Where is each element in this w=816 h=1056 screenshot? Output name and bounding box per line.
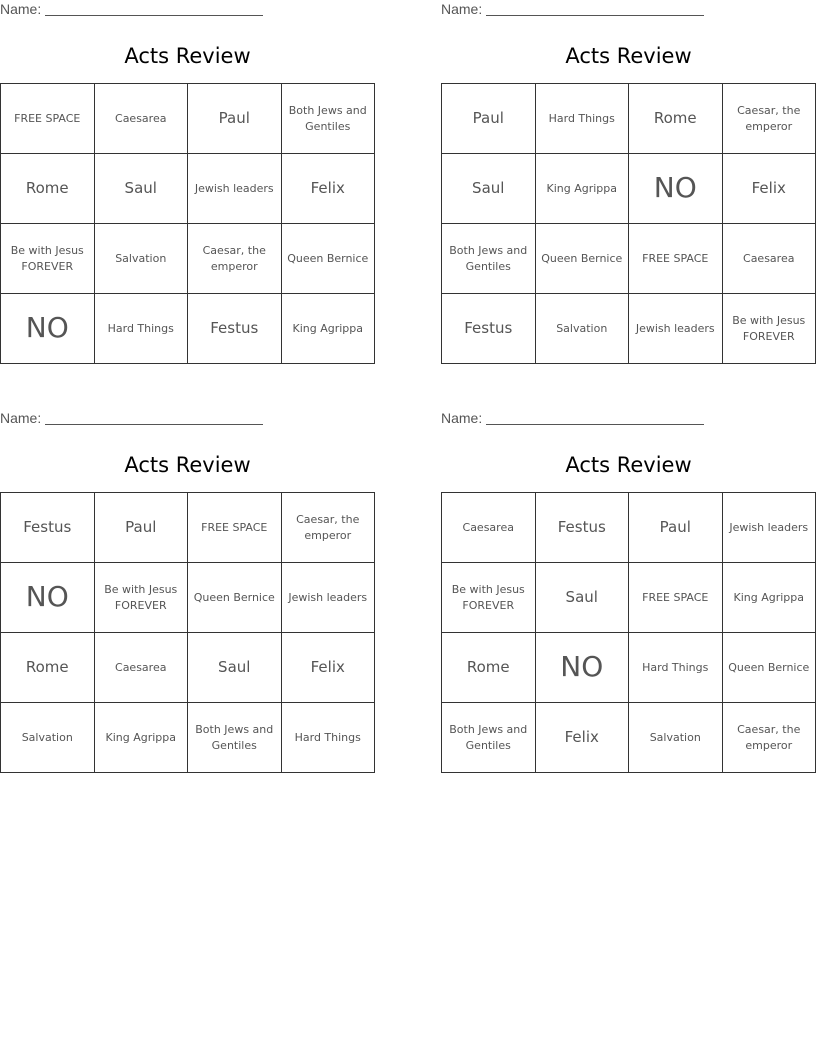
bingo-cell: Festus [536, 493, 630, 563]
card-title: Acts Review [565, 44, 692, 68]
bingo-cell: Caesarea [95, 84, 189, 154]
bingo-cell: Be with Jesus FOREVER [1, 224, 95, 294]
bingo-cell: King Agrippa [536, 154, 630, 224]
name-line [441, 1, 704, 21]
bingo-cell: Hard Things [282, 703, 376, 773]
bingo-cell: FREE SPACE [1, 84, 95, 154]
bingo-cell: Felix [282, 633, 376, 703]
name-label: Name: [0, 410, 42, 426]
bingo-grid [0, 492, 375, 773]
card-title: Acts Review [124, 453, 251, 477]
bingo-cell: FREE SPACE [629, 224, 723, 294]
bingo-grid [441, 492, 816, 773]
bingo-cell: Paul [629, 493, 723, 563]
bingo-cell: Paul [442, 84, 536, 154]
bingo-cell: Caesar, the emperor [282, 493, 376, 563]
name-label: Name: [441, 1, 483, 17]
bingo-cell: Festus [442, 294, 536, 364]
bingo-cell: Rome [1, 154, 95, 224]
bingo-cell: King Agrippa [282, 294, 376, 364]
bingo-cell: NO [1, 563, 95, 633]
bingo-cell: Rome [629, 84, 723, 154]
bingo-cell: Queen Bernice [536, 224, 630, 294]
name-blank[interactable] [45, 410, 263, 425]
bingo-cell: FREE SPACE [629, 563, 723, 633]
bingo-cell: Caesarea [723, 224, 816, 294]
bingo-cell: Saul [536, 563, 630, 633]
bingo-cell: Jewish leaders [723, 493, 816, 563]
name-blank[interactable] [45, 1, 263, 16]
bingo-cell: Rome [1, 633, 95, 703]
bingo-cell: Saul [442, 154, 536, 224]
bingo-grid [441, 83, 816, 364]
bingo-cell: Caesar, the emperor [188, 224, 282, 294]
bingo-cell: Paul [188, 84, 282, 154]
bingo-cell: Both Jews and Gentiles [188, 703, 282, 773]
bingo-cell: Both Jews and Gentiles [442, 703, 536, 773]
bingo-cell: Salvation [95, 224, 189, 294]
bingo-cell: Jewish leaders [629, 294, 723, 364]
bingo-cell: Saul [188, 633, 282, 703]
bingo-cell: Hard Things [629, 633, 723, 703]
bingo-cell: Paul [95, 493, 189, 563]
bingo-cell: Felix [282, 154, 376, 224]
bingo-cell: Both Jews and Gentiles [442, 224, 536, 294]
bingo-cell: Saul [95, 154, 189, 224]
bingo-cell: Be with Jesus FOREVER [95, 563, 189, 633]
bingo-cell: Salvation [536, 294, 630, 364]
bingo-grid [0, 83, 375, 364]
bingo-cell: Be with Jesus FOREVER [723, 294, 816, 364]
name-line [441, 410, 704, 430]
name-blank[interactable] [486, 1, 704, 16]
name-line [0, 410, 263, 430]
name-blank[interactable] [486, 410, 704, 425]
bingo-cell: Salvation [629, 703, 723, 773]
bingo-cell: Festus [1, 493, 95, 563]
bingo-cell: Caesarea [95, 633, 189, 703]
bingo-cell: Rome [442, 633, 536, 703]
bingo-cell: Hard Things [95, 294, 189, 364]
bingo-cell: Festus [188, 294, 282, 364]
bingo-cell: Be with Jesus FOREVER [442, 563, 536, 633]
bingo-cell: NO [1, 294, 95, 364]
bingo-cell: Caesarea [442, 493, 536, 563]
bingo-cell: Hard Things [536, 84, 630, 154]
name-label: Name: [441, 410, 483, 426]
bingo-cell: NO [629, 154, 723, 224]
bingo-cell: NO [536, 633, 630, 703]
card-title: Acts Review [124, 44, 251, 68]
bingo-cell: Jewish leaders [188, 154, 282, 224]
bingo-cell: King Agrippa [95, 703, 189, 773]
bingo-cell: Felix [536, 703, 630, 773]
name-line [0, 1, 263, 21]
bingo-cell: Queen Bernice [282, 224, 376, 294]
bingo-cell: Queen Bernice [723, 633, 816, 703]
bingo-cell: Queen Bernice [188, 563, 282, 633]
bingo-cell: FREE SPACE [188, 493, 282, 563]
bingo-cell: Caesar, the emperor [723, 84, 816, 154]
bingo-cell: Felix [723, 154, 816, 224]
bingo-cell: Jewish leaders [282, 563, 376, 633]
bingo-cell: Caesar, the emperor [723, 703, 816, 773]
card-title: Acts Review [565, 453, 692, 477]
bingo-cell: King Agrippa [723, 563, 816, 633]
name-label: Name: [0, 1, 42, 17]
bingo-cell: Salvation [1, 703, 95, 773]
bingo-cell: Both Jews and Gentiles [282, 84, 376, 154]
